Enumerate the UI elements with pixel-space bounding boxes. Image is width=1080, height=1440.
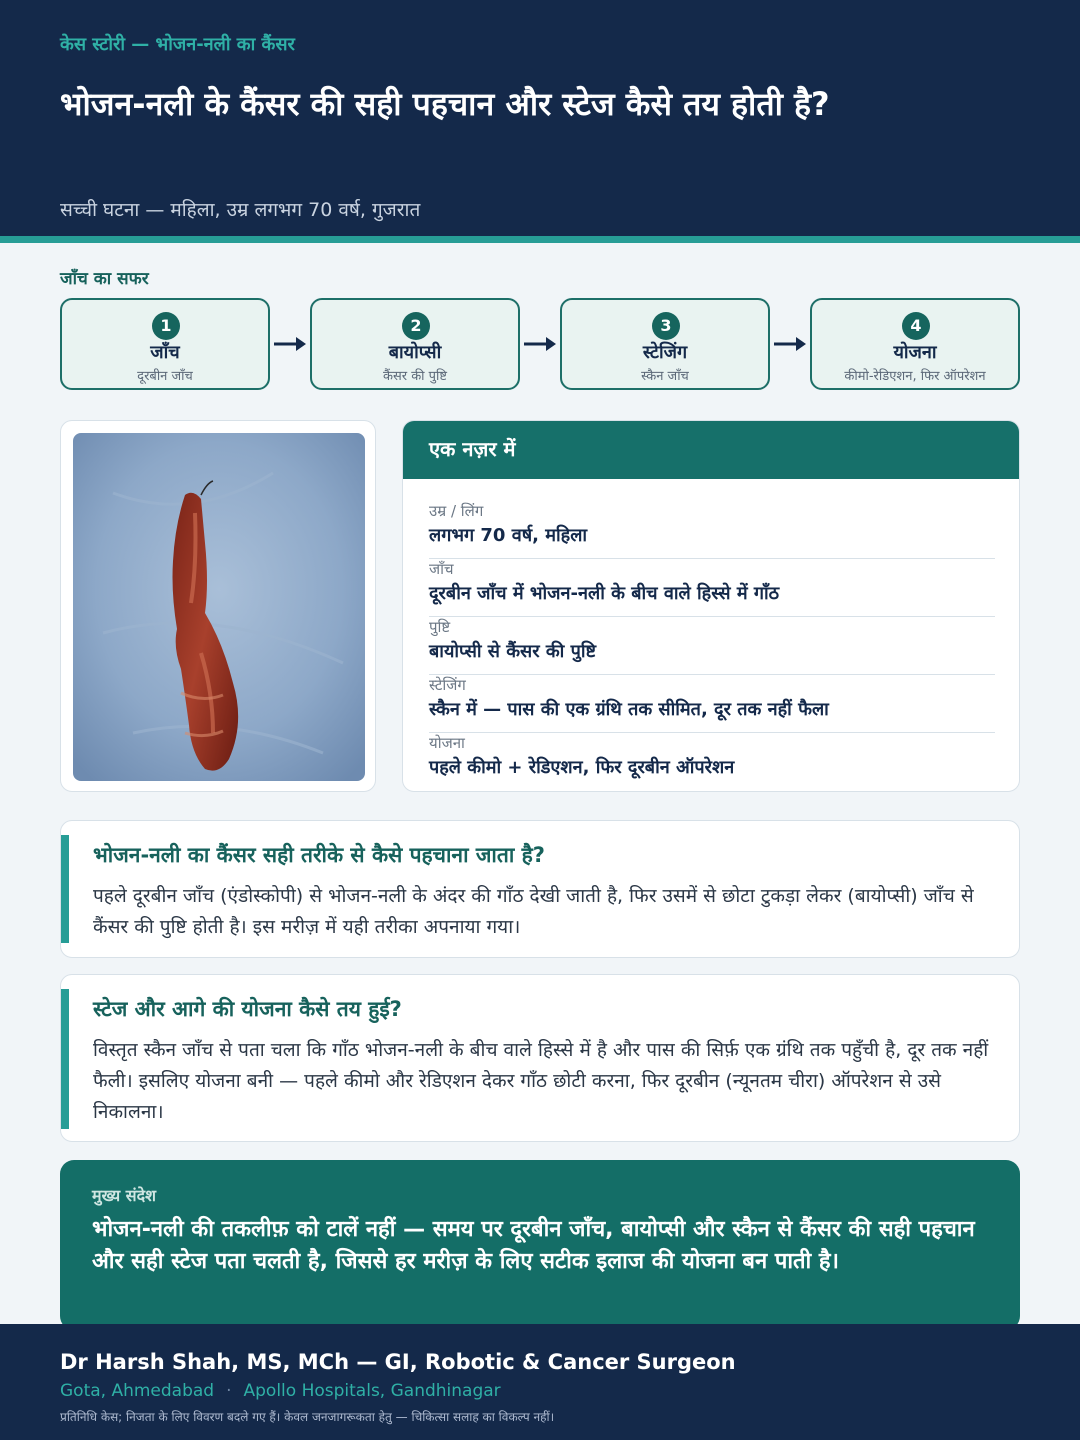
qa-question: भोजन-नली का कैंसर सही तरीके से कैसे पहचाना जाता है? [93, 843, 545, 867]
glance-label: पुष्टि [429, 618, 451, 636]
step-subtitle: कैंसर की पुष्टि [382, 369, 448, 384]
glance-row-age [429, 501, 995, 559]
key-message-text: भोजन-नली की तकलीफ़ को टालें नहीं — समय पर दूरबीन जाँच, बायोप्सी और स्कैन से कैंसर की सही पहचान और सही स्टेज पता चलती है, जिससे हर मरीज़ के लिए सटीक इलाज की योजना बन पाती है। [92, 1217, 975, 1274]
qa-card-staging [60, 974, 1020, 1142]
journey-step-4 [810, 298, 1020, 390]
glance-value: दूरबीन जाँच में भोजन-नली के बीच वाले हिस्से में गाँठ [429, 583, 780, 604]
key-message-box [60, 1160, 1020, 1330]
step-title: योजना [893, 342, 937, 363]
at-a-glance-card [402, 420, 1020, 792]
glance-header [403, 421, 1020, 479]
glance-title: एक नज़र में [429, 437, 516, 461]
journey-label: जाँच का सफर [60, 269, 149, 289]
step-number: 2 [402, 312, 430, 340]
glance-label: उम्र / लिंग [429, 502, 484, 520]
glance-row-staging [429, 675, 995, 733]
step-number: 3 [652, 312, 680, 340]
qa-answer: पहले दूरबीन जाँच (एंडोस्कोपी) से भोजन-नली के अंदर की गाँठ देखी जाती है, फिर उसमें से छोटा टुकड़ा लेकर (बायोप्सी) जाँच से कैंसर की पुष्टि होती है। इस मरीज़ में यही तरीका अपनाया गया। [93, 885, 974, 938]
glance-label: स्टेजिंग [429, 676, 466, 694]
clinic-location: Gota, Ahmedabad [60, 1381, 215, 1401]
case-subline: सच्ची घटना — महिला, उम्र लगभग 70 वर्ष, गुजरात [60, 199, 421, 221]
doctor-name: Dr Harsh Shah, MS, MCh — GI, Robotic & Cancer Surgeon [60, 1350, 736, 1374]
step-title: जाँच [150, 342, 180, 363]
qa-question: स्टेज और आगे की योजना कैसे तय हुई? [93, 997, 402, 1021]
step-number: 4 [902, 312, 930, 340]
specimen-photo-card [60, 420, 376, 792]
specimen-photo [73, 433, 365, 781]
hospital-name: Apollo Hospitals, Gandhinagar [243, 1381, 501, 1401]
key-message-label: मुख्य संदेश [92, 1186, 156, 1205]
journey-step-1 [60, 298, 270, 390]
footer [0, 1324, 1080, 1440]
qa-accent-bar [61, 835, 69, 943]
glance-value: बायोप्सी से कैंसर की पुष्टि [429, 641, 596, 662]
header-accent-strip [0, 236, 1080, 243]
step-subtitle: स्कैन जाँच [641, 369, 689, 384]
glance-value: लगभग 70 वर्ष, महिला [429, 525, 588, 546]
header-banner [0, 0, 1080, 236]
qa-accent-bar [61, 989, 69, 1129]
glance-row-confirm [429, 617, 995, 675]
glance-label: जाँच [429, 560, 454, 578]
journey-step-3 [560, 298, 770, 390]
journey-step-2 [310, 298, 520, 390]
step-number: 1 [152, 312, 180, 340]
arrow-right-icon [772, 334, 808, 354]
step-subtitle: दूरबीन जाँच [137, 369, 193, 384]
glance-value: स्कैन में — पास की एक ग्रंथि तक सीमित, दूर तक नहीं फैला [429, 699, 829, 720]
step-subtitle: कीमो-रेडिएशन, फिर ऑपरेशन [844, 369, 986, 384]
step-title: बायोप्सी [388, 342, 442, 363]
qa-card-diagnosis [60, 820, 1020, 958]
disclaimer: प्रतिनिधि केस; निजता के लिए विवरण बदले गए हैं। केवल जनजागरूकता हेतु — चिकित्सा सलाह का विकल्प नहीं। [60, 1410, 555, 1424]
page-title: भोजन-नली के कैंसर की सही पहचान और स्टेज कैसे तय होती है? [60, 85, 830, 123]
glance-row-plan [429, 733, 995, 791]
arrow-right-icon [522, 334, 558, 354]
glance-label: योजना [429, 734, 465, 752]
glance-row-test [429, 559, 995, 617]
step-title: स्टेजिंग [642, 342, 688, 363]
separator-dot: · [226, 1381, 232, 1401]
arrow-right-icon [272, 334, 308, 354]
kicker: केस स्टोरी — भोजन-नली का कैंसर [60, 34, 295, 55]
qa-answer: विस्तृत स्कैन जाँच से पता चला कि गाँठ भोजन-नली के बीच वाले हिस्से में है और पास की सिर्फ़ एक ग्रंथि तक पहुँची है, दूर तक नहीं फैली। इसलिए योजना बनी — पहले कीमो और रेडिएशन देकर गाँठ छोटी करना, फिर दूरबीन (न्यूनतम चीरा) ऑपरेशन से उसे निकालना। [93, 1039, 989, 1123]
glance-value: पहले कीमो + रेडिएशन, फिर दूरबीन ऑपरेशन [429, 757, 735, 778]
doctor-location [60, 1381, 501, 1401]
